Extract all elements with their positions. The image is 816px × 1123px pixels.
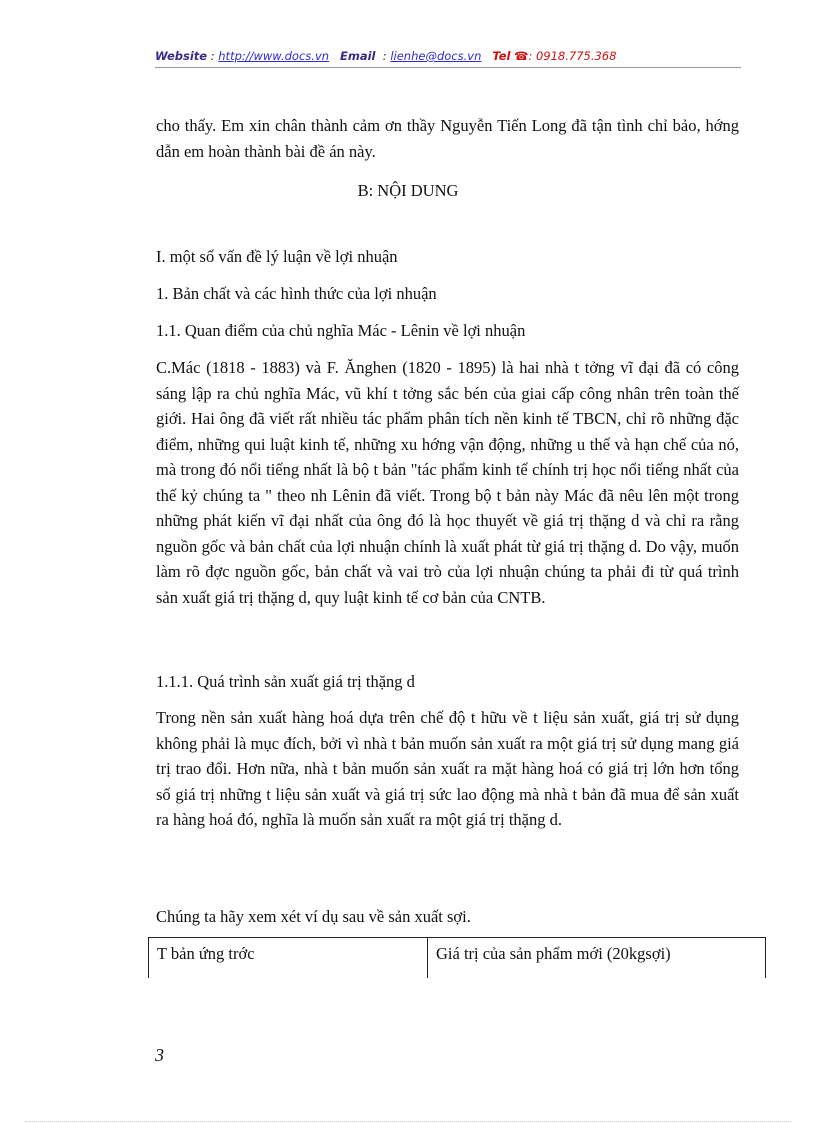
website-label: Website	[155, 49, 208, 63]
paragraph-marx: C.Mác (1818 - 1883) và F. Ănghen (1820 - 1895) là hai nhà t tởng vĩ đại đã có công sáng lập ra chủ nghĩa Mác, vũ khí t tởng sắc bén của giai cấp công nhân trên toàn thế giới. Hai ông đã viết rất nhiều tác phẩm phân tích nền kinh tế TBCN, chỉ rõ những đặc điểm, những qui luật kinh tế, những xu hớng vận động, những u thế và hạn chế của nó, mà trong đó nổi tiếng nhất là bộ t bản "tác phẩm kinh tế chính trị học nổi tiếng nhất của thế kỷ chúng ta " theo nh Lênin đã viết. Trong bộ t bản này Mác đã nêu lên một trong những phát kiến vĩ đại nhất của ông đó là học thuyết về giá trị thặng d và chỉ ra rằng nguồn gốc và bản chất của lợi nhuận chính là xuất phát từ giá trị thặng d. Do vậy, muốn làm rõ đợc nguồn gốc, bản chất và vai trò của lợi nhuận chúng ta phải đi từ quá trình sản xuất giá trị thặng d, quy luật kinh tế cơ bản của CNTB.	[156, 358, 739, 607]
heading-1-1: 1. Bản chất và các hình thức của lợi nhuận	[156, 284, 437, 303]
table-cell-right: Giá trị của sản phẩm mới (20kgsợi)	[428, 938, 766, 979]
website-sep: :	[207, 49, 219, 63]
table-cell-left: T bản ứng trớc	[149, 938, 428, 979]
phone-icon: ☎	[514, 49, 529, 63]
intro-paragraph: cho thấy. Em xin chân thành cảm ơn thầy Nguyễn Tiến Long đã tận tình chỉ bảo, hớng dẫn em hoàn thành bài đề án này.	[156, 116, 739, 161]
table-row	[149, 938, 766, 979]
section-title: B: NỘI DUNG	[357, 181, 459, 200]
website-link[interactable]: http://www.docs.vn	[218, 49, 330, 63]
page-header	[155, 49, 741, 63]
header-divider	[155, 67, 741, 68]
email-link[interactable]: lienhe@docs.vn	[390, 49, 482, 63]
tel-label: Tel	[492, 49, 511, 63]
tel-value: : 0918.775.368	[528, 49, 617, 63]
example-table	[148, 937, 766, 978]
heading-1-1-1-1: 1.1.1. Quá trình sản xuất giá trị thặng d	[156, 672, 415, 691]
paragraph-production: Trong nền sản xuất hàng hoá dựa trên chế độ t hữu về t liệu sản xuất, giá trị sử dụng không phải là mục đích, bởi vì nhà t bản muốn sản xuất ra một giá trị sử dụng mang giá trị trao đổi. Hơn nữa, nhà t bản muốn sản xuất ra mặt hàng hoá có giá trị lớn hơn tổng số giá trị những t liệu sản xuất và giá trị sức lao động mà nhà t bản đã mua để sản xuất ra hàng hoá đó, nghĩa là muốn sản xuất ra một giá trị thặng d.	[156, 708, 739, 829]
email-label: Email	[340, 49, 376, 63]
email-sep: :	[379, 49, 391, 63]
page-bottom-border	[25, 1121, 791, 1122]
heading-1-1-1: 1.1. Quan điểm của chủ nghĩa Mác - Lênin về lợi nhuận	[156, 321, 526, 340]
heading-1: I. một số vấn đề lý luận về lợi nhuận	[156, 247, 398, 266]
page-number: 3	[155, 1045, 164, 1065]
example-intro: Chúng ta hãy xem xét ví dụ sau về sản xuất sợi.	[156, 907, 471, 926]
